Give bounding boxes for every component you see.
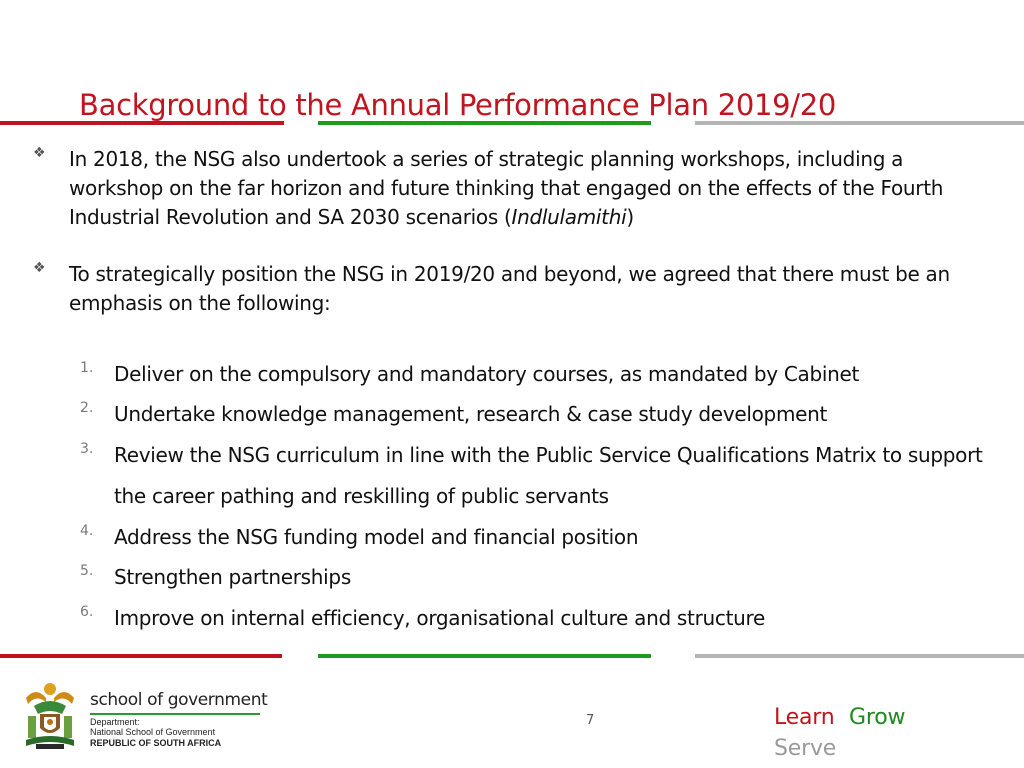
- list-text: Undertake knowledge management, research & case study development: [114, 402, 828, 426]
- four-diamond-bullet-icon: ❖: [33, 145, 46, 161]
- list-number: 1.: [80, 360, 94, 376]
- bottom-green-bar: [318, 654, 651, 658]
- list-number: 5.: [80, 563, 94, 579]
- bullet-text: In 2018, the NSG also undertook a series of strategic planning workshops, including a workshop on the far horizon and future thinking that engaged on the effects of the Fourth Industrial Revolution and SA 2030 scenarios (Indlulamithi): [69, 147, 944, 229]
- list-text: Address the NSG funding model and financial position: [114, 525, 639, 549]
- country-name: REPUBLIC OF SOUTH AFRICA: [90, 738, 222, 748]
- tagline-grow: Grow: [849, 705, 906, 730]
- bullet-text: To strategically position the NSG in 2019/20 and beyond, we agreed that there must be an emphasis on the following:: [69, 262, 950, 315]
- list-text: Deliver on the compulsory and mandatory courses, as mandated by Cabinet: [114, 362, 860, 386]
- list-number: 3.: [80, 441, 94, 457]
- coat-of-arms-icon: [22, 680, 78, 752]
- department-name: National School of Government: [90, 727, 216, 737]
- page-number: 7: [586, 713, 595, 728]
- list-text: Improve on internal efficiency, organisational culture and structure: [114, 606, 765, 630]
- tagline-learn: Learn: [774, 705, 835, 730]
- four-diamond-bullet-icon: ❖: [33, 260, 46, 276]
- list-text: Strengthen partnerships: [114, 565, 351, 589]
- department-label: Department:: [90, 717, 140, 727]
- tagline-serve: Serve: [774, 736, 837, 761]
- bottom-red-bar: [0, 654, 282, 658]
- bullet-item: [33, 145, 993, 235]
- list-number: 4.: [80, 523, 94, 539]
- bottom-grey-bar: [695, 654, 1024, 658]
- org-name: school of government: [90, 690, 268, 710]
- list-text: Review the NSG curriculum in line with the Public Service Qualifications Matrix to support the career pathing and reskilling of public servants: [114, 443, 983, 508]
- list-number: 6.: [80, 604, 94, 620]
- bullet-item: [33, 260, 993, 320]
- list-number: 2.: [80, 400, 94, 416]
- org-divider: [90, 713, 260, 715]
- slide-title: Background to the Annual Performance Plan 2019/20: [79, 88, 837, 122]
